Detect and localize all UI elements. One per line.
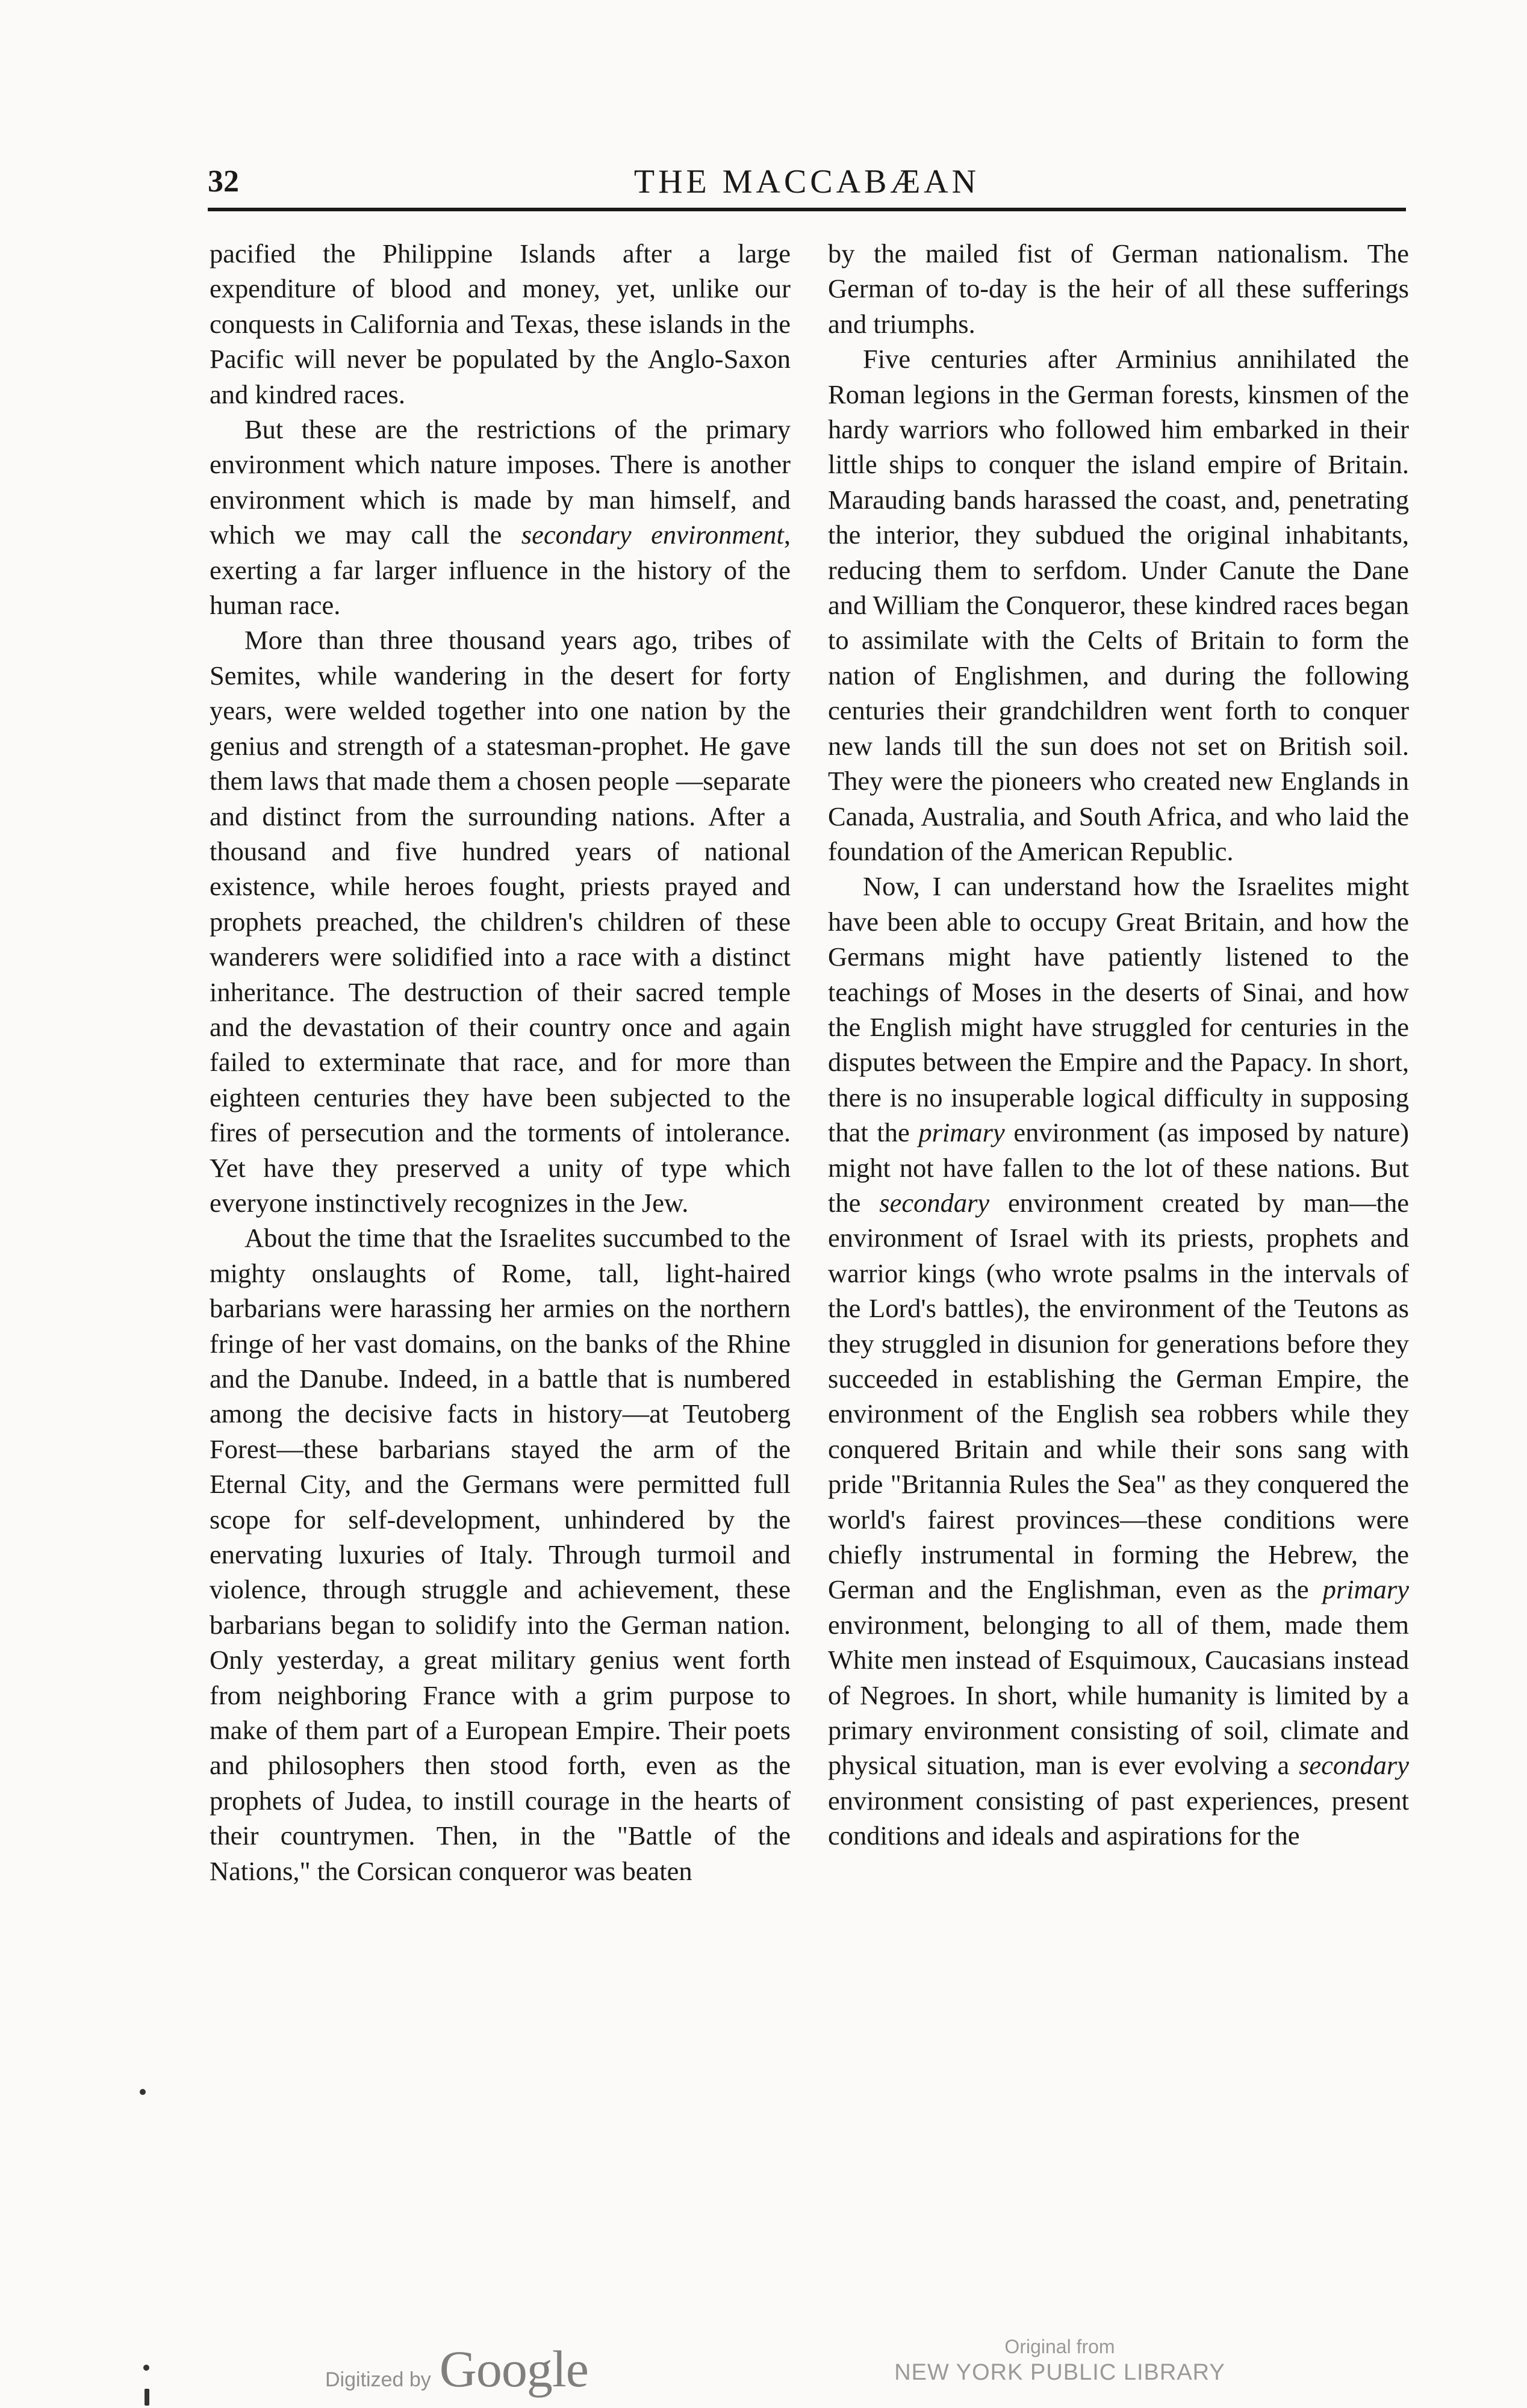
running-title: THE MACCABÆAN [633,163,980,200]
italic-phrase: primary [918,1117,1005,1148]
paragraph [828,869,1409,1853]
paragraph [828,236,1409,341]
digitized-by-label: Digitized by [325,2368,431,2391]
page-number: 32 [208,164,239,199]
google-logo: Google [439,2340,588,2398]
right-column [828,236,1409,1854]
text-run: About the time that the Israelites succumbed to the mighty onslaughts of Rome, tall, light-haired barbarians were harassing her armies on the northern fringe of her vast domains, on the banks of the Rhine and the Danube. Indeed, in a battle that is numbered among the decisive facts in history—at Teutoberg Forest—these barbarians stayed the arm of the Eternal City, and the Germans were permitted full scope for self-development, unhindered by the enervating luxuries of Italy. Through turmoil and violence, through struggle and achievement, these barbarians began to solidify into the German nation. Only yesterday, a great military genius went forth from neighboring France with a grim purpose to make of them part of a European Empire. Their poets and philosophers then stood forth, even as the prophets of Judea, to instill courage in the hearts of their countrymen. Then, in the "Battle of the Nations," the Corsican conqueror was beaten [210,1223,791,1886]
paragraph [210,236,791,412]
text-run: , exerting a far larger influence in the history of the human race. [210,520,791,621]
text-run: More than three thousand years ago, tribes of Semites, while wandering in the desert for forty years, were welded together into one nation by the genius and strength of a statesman-prophet. He gave them laws that made them a chosen people —separate and distinct from the surrounding nations. After a thousand and five hundred years of national existence, while heroes fought, priests prayed and prophets preached, the children's children of these wanderers were solidified into a race with a distinct inheritance. The destruction of their sacred temple and the devastation of their country once and again failed to exterminate that race, and for more than eighteen centuries they have been subjected to the fires of persecution and the torments of intolerance. Yet have they preserved a unity of type which everyone instinctively recognizes in the Jew. [210,625,791,1218]
italic-phrase: secondary [1299,1750,1409,1781]
text-run: by the mailed fist of German nationalism. The German of to-day is the heir of all these sufferings and triumphs. [828,238,1409,339]
text-run: Five centuries after Arminius annihilated the Roman legions in the German forests, kinsmen of the hardy warriors who followed him embarked in their little ships to conquer the island empire of Britain. Marauding bands harassed the coast, and, penetrating the interior, they subdued the original inhabitants, reducing them to serfdom. Under Canute the Dane and William the Conqueror, these kindred races began to assimilate with the Celts of Britain to form the nation of Englishmen, and during the following centuries their grandchildren went forth to conquer new lands till the sun does not set on British soil. They were the pioneers who created new Englands in Canada, Australia, and South Africa, and who laid the foundation of the American Republic. [828,344,1409,866]
paragraph [210,412,791,622]
digitized-by-watermark [325,2339,588,2399]
italic-phrase: secondary environment [521,520,784,550]
text-run: pacified the Philippine Islands after a large expenditure of blood and money, yet, unlike our conquests in California and Texas, these islands in the Pacific will never be populated by the Anglo-Saxon and kindred races. [210,238,791,409]
header-rule [208,208,1406,211]
text-run: Now, I can understand how the Israelites might have been able to occupy Great Britain, and how the Germans might have patiently listened to the teachings of Moses in the deserts of Sinai, and how the English might have struggled for centuries in the disputes between the Empire and the Papacy. In short, there is no insuperable logical difficulty in supposing that the [828,871,1409,1148]
original-from-label: Original from [1004,2336,1115,2357]
margin-mark [143,2365,149,2371]
text-run: environment, belonging to all of them, made them White men instead of Esquimoux, Caucasians instead of Negroes. In short, while humanity is limited by a primary environment consisting of soil, climate and physical situation, man is ever evolving a [828,1609,1409,1781]
italic-phrase: primary [1322,1574,1409,1605]
text-run: environment created by man—the environment of Israel with its priests, prophets and warrior kings (who wrote psalms in the intervals of the Lord's battles), the environment of the Teutons as they struggled in disunion for generations before they succeeded in establishing the German Empire, the environment of the English sea robbers while they conquered Britain and while their sons sang with pride "Britannia Rules the Sea" as they conquered the world's fairest provinces—these conditions were chiefly instrumental in forming the Hebrew, the German and the Englishman, even as the [828,1187,1409,1605]
margin-mark [140,2089,146,2095]
library-name: NEW YORK PUBLIC LIBRARY [894,2360,1225,2385]
text-run: environment consisting of past experiences, present conditions and ideals and aspirations for the [828,1785,1409,1851]
text-run: But these are the restrictions of the primary environment which nature imposes. There is another environment which is made by man himself, and which we may call the [210,414,791,550]
left-column [210,236,791,1888]
original-source-watermark [891,2335,1228,2386]
page-header [208,163,1406,205]
paragraph [210,1220,791,1888]
paragraph [210,622,791,1220]
text-run: environment (as imposed by nature) might not have fallen to the lot of these nations. But the [828,1117,1409,1218]
italic-phrase: secondary [879,1187,990,1218]
paragraph [828,341,1409,869]
margin-mark [145,2389,149,2406]
